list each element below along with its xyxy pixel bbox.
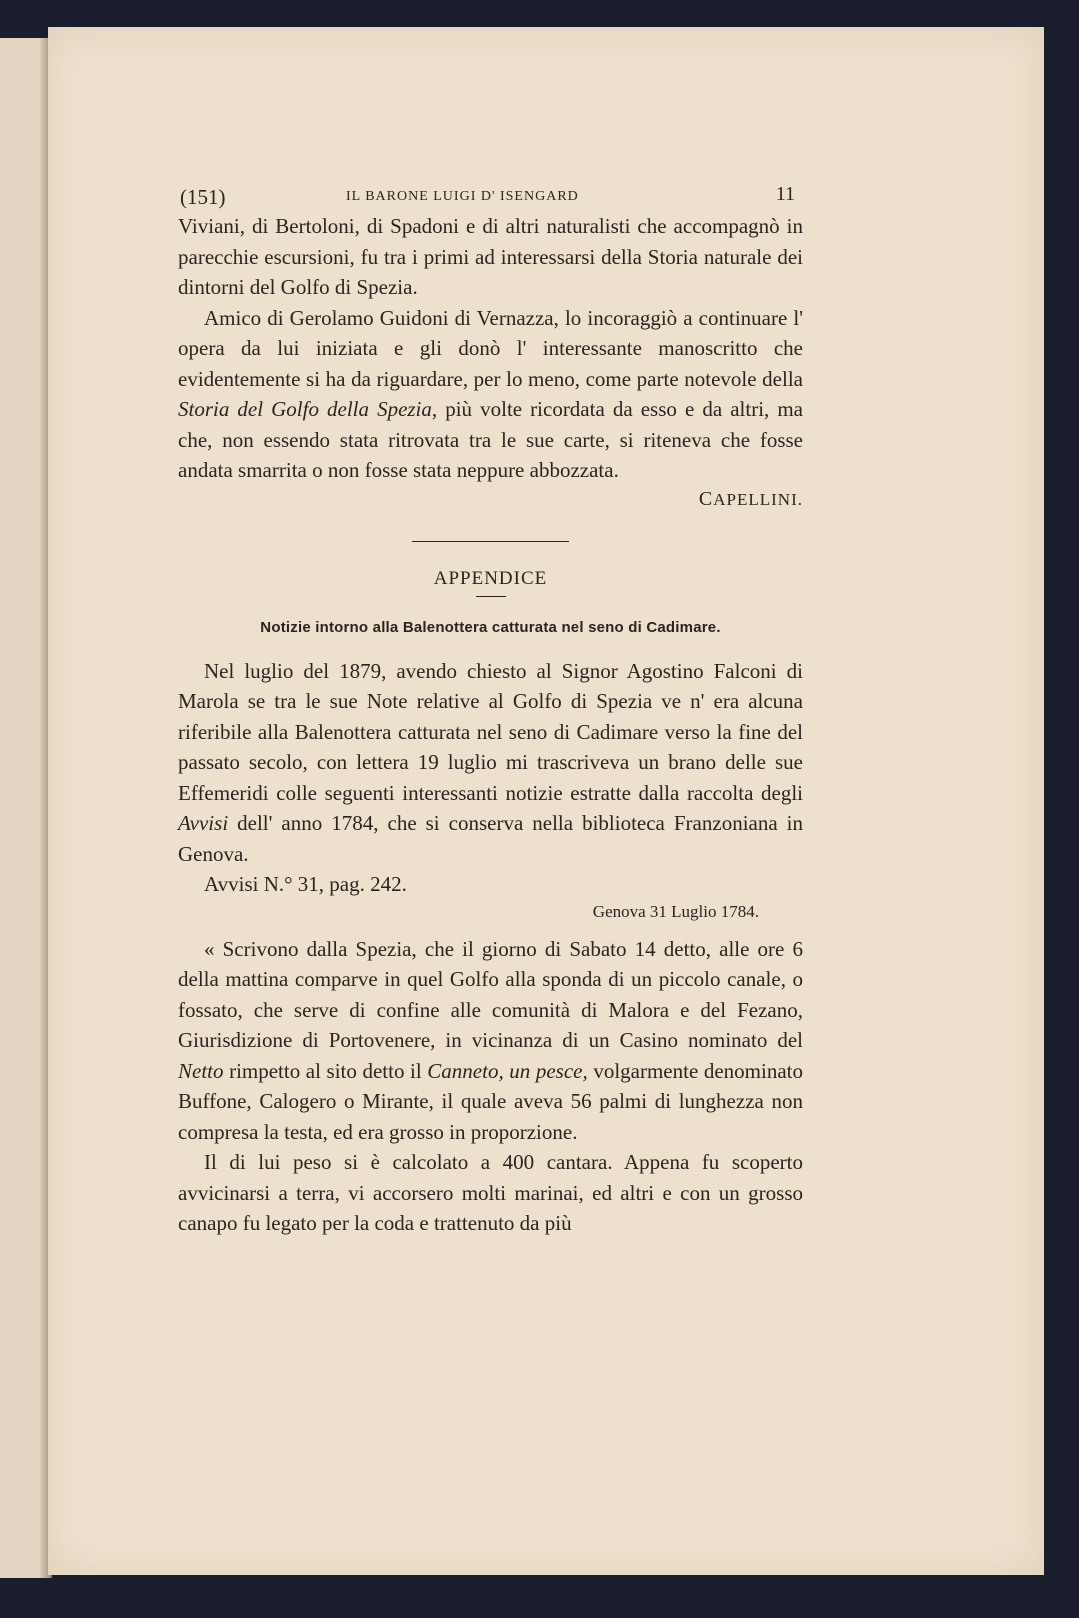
signature (178, 488, 803, 511)
appendix-paragraph-1 (178, 656, 803, 870)
page-content (178, 177, 803, 1239)
signature-rest: APELLINI. (713, 489, 803, 509)
page-header (178, 177, 803, 211)
reference-line: Avvisi N.° 31, pag. 242. (204, 872, 407, 896)
quote-italic-1: Netto (178, 1058, 224, 1083)
appendix-p1-text-b: dell' anno 1784, che si conserva nella biblioteca Franzoniana in Genova. (178, 811, 803, 866)
appendix-subtitle: Notizie intorno alla Balenottera catturata nel seno di Cadimare. (260, 618, 721, 636)
quote-text-c: volgarmente denominato Buffone, Calogero o Mirante, il quale aveva 56 palmi di lunghezza non compresa la testa, ed era grosso in proporzione. (178, 1058, 803, 1144)
left-page-edge (0, 38, 52, 1578)
quote-paragraph-1 (178, 934, 803, 1148)
paragraph-2-italic: Storia del Golfo della Spezia (178, 397, 432, 421)
paragraph-2 (178, 303, 803, 486)
section-divider (412, 541, 569, 542)
page-number-right: 11 (775, 183, 795, 205)
appendix-p1-text-a: Nel luglio del 1879, avendo chiesto al Signor Agostino Falconi di Marola se tra le sue Note relative al Golfo di Spezia ve n' era alcuna riferibile alla Balenottera catturata nel seno di Cadimare verso la fine del passato secolo, con lettera 19 luglio mi trascriveva un brano delle sue Effemeridi colle seguenti interessanti notizie estratte dalla raccolta degli (178, 658, 803, 805)
page-number-left: (151) (180, 185, 226, 209)
quote-text-b: rimpetto al sito detto il (223, 1058, 428, 1083)
paragraph-1: Viviani, di Bertoloni, di Spadoni e di altri naturalisti che accompagnò in parecchie escursioni, fu tra i primi ad interessarsi della Storia naturale dei dintorni del Golfo di Spezia. (178, 214, 803, 299)
quote-text-a: « Scrivono dalla Spezia, che il giorno di Sabato 14 detto, alle ore 6 della mattina comparve in quel Golfo alla sponda di un piccolo canale, o fossato, che serve di confine alle comunità di Malora e del Fezano, Giurisdizione di Portovenere, in vicinanza di un Casino nominato del (178, 936, 803, 1052)
book-page (48, 27, 1044, 1575)
quote-italic-2: Canneto, un pesce, (427, 1058, 588, 1083)
paragraph-2-text-b: , più volte ricordata da esso e da altri, ma che, non essendo stata ritrovata tra le sue carte, si riteneva che fosse andata smarrita o non fosse stata neppure abbozzata. (178, 397, 804, 482)
appendix-title: APPENDICE (433, 567, 548, 589)
quote-paragraph-2: Il di lui peso si è calcolato a 400 cantara. Appena fu scoperto avvicinarsi a terra, vi accorsero molti marinai, ed altri e con un grosso canapo fu legato per la coda e trattenuto da più (178, 1150, 803, 1235)
title-underline (476, 596, 506, 597)
paragraph-2-text-a: Amico di Gerolamo Guidoni di Vernazza, lo incoraggiò a continuare l' opera da lui iniziata e gli donò l' interessante manoscritto che evidentemente si ha da riguardare, per lo meno, come parte notevole della (178, 305, 803, 391)
signature-initial: C (698, 487, 714, 510)
appendix-p1-italic: Avvisi (178, 811, 229, 835)
date-line: Genova 31 Luglio 1784. (592, 901, 759, 921)
running-title: IL BARONE LUIGI D' ISENGARD (346, 189, 579, 204)
